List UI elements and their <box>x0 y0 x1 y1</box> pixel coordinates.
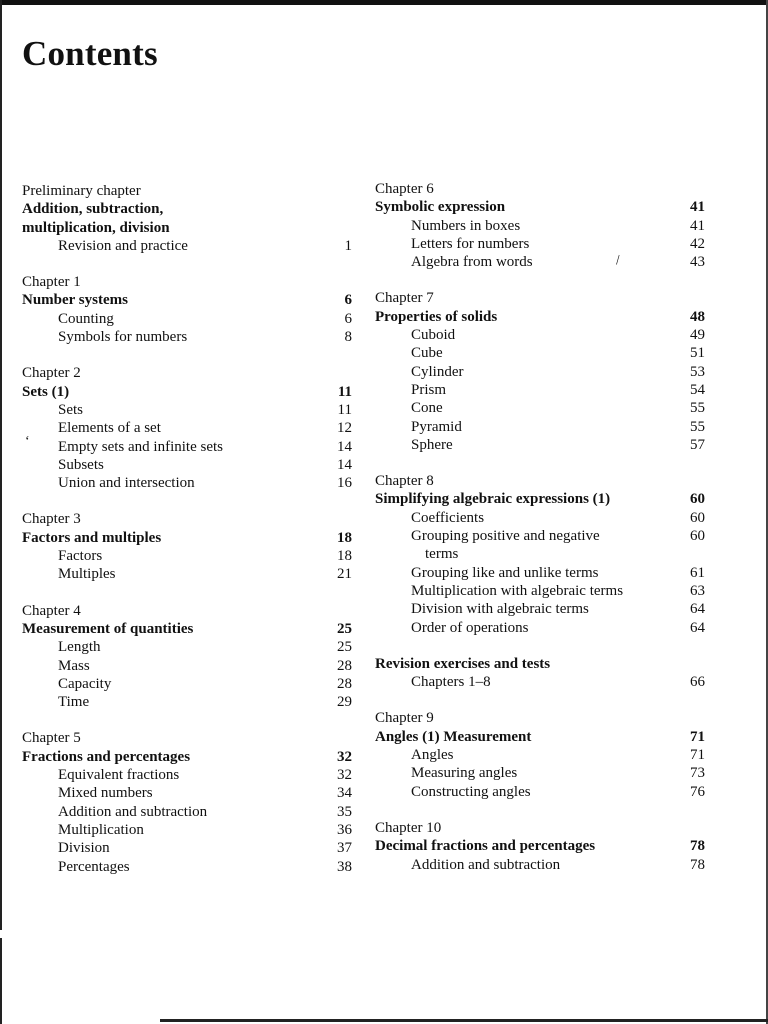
toc-section <box>375 655 705 692</box>
toc-chapter-label <box>22 510 352 528</box>
toc-entry <box>22 237 352 255</box>
toc-entry-text: Mass <box>58 657 90 674</box>
toc-entry <box>22 638 352 656</box>
toc-page-number: 25 <box>337 620 352 637</box>
toc-entry <box>375 545 705 563</box>
toc-entry-text: Addition and subtraction <box>58 803 208 820</box>
toc-page-number: 71 <box>690 747 705 764</box>
toc-entry-text: Measurement of quantities <box>22 620 194 637</box>
toc-entry-text: Multiples <box>58 566 116 583</box>
toc-entry <box>375 783 705 801</box>
toc-heading <box>375 198 705 216</box>
toc-page-number: 8 <box>344 329 352 346</box>
toc-page-number: 38 <box>337 858 352 875</box>
toc-page-number: 53 <box>690 363 705 380</box>
toc-page-number: 6 <box>344 292 352 309</box>
toc-entry <box>375 217 705 235</box>
toc-heading <box>22 219 352 237</box>
toc-entry <box>22 328 352 346</box>
toc-entry-text: Chapter 6 <box>375 181 434 197</box>
toc-entry-text: Number systems <box>22 292 128 309</box>
toc-heading <box>22 748 352 766</box>
toc-entry-text: Letters for numbers <box>411 235 530 252</box>
toc-section <box>22 182 352 255</box>
toc-page-number: 25 <box>337 639 352 656</box>
toc-entry <box>375 381 705 399</box>
toc-entry-text: Factors and multiples <box>22 529 162 546</box>
toc-entry-text: Symbols for numbers <box>58 329 188 346</box>
toc-entry <box>375 235 705 253</box>
toc-page-number: 35 <box>337 803 352 820</box>
toc-entry <box>375 582 705 600</box>
toc-entry-text: Chapters 1–8 <box>411 674 491 691</box>
toc-page-number: 11 <box>337 401 352 418</box>
toc-page-number: 11 <box>337 383 352 400</box>
toc-page-number: 57 <box>690 436 705 453</box>
toc-entry <box>22 438 352 456</box>
toc-entry <box>22 565 352 583</box>
toc-chapter-label <box>375 289 705 307</box>
toc-page-number: 61 <box>690 564 705 581</box>
contents-column-left <box>22 182 352 894</box>
toc-heading <box>375 308 705 326</box>
toc-entry <box>375 363 705 381</box>
toc-chapter-label <box>375 472 705 490</box>
toc-entry-text: Order of operations <box>411 619 529 636</box>
toc-entry-text: Fractions and percentages <box>22 748 191 765</box>
toc-heading <box>375 655 705 673</box>
toc-section <box>22 364 352 492</box>
toc-heading <box>22 620 352 638</box>
toc-section <box>375 709 705 800</box>
toc-page-number: 36 <box>337 821 352 838</box>
toc-page-number: 29 <box>337 694 352 711</box>
toc-entry-text: Measuring angles <box>411 765 518 782</box>
toc-heading <box>22 529 352 547</box>
toc-entry-text: Counting <box>58 310 114 327</box>
toc-entry-text: Sets (1) <box>22 383 70 400</box>
toc-heading <box>375 728 705 746</box>
toc-chapter-label <box>22 273 352 291</box>
toc-page-number: 54 <box>690 381 705 398</box>
toc-page-number: 64 <box>690 619 705 636</box>
toc-page-number: 21 <box>337 566 352 583</box>
toc-entry <box>22 657 352 675</box>
toc-page-number: 55 <box>690 400 705 417</box>
toc-entry-text: multiplication, division <box>22 219 170 236</box>
toc-page-number: 41 <box>690 199 705 216</box>
toc-entry-text: Chapter 8 <box>375 473 434 490</box>
toc-entry-text: Cuboid <box>411 327 456 344</box>
toc-entry-text: Cone <box>411 400 443 417</box>
toc-entry-text: Chapter 9 <box>375 710 434 727</box>
toc-page-number: 37 <box>337 840 352 857</box>
toc-entry-text: Decimal fractions and percentages <box>375 838 596 855</box>
toc-entry-text: Addition, subtraction, <box>22 201 164 218</box>
toc-page-number: 43 <box>690 254 705 271</box>
toc-page-number: 12 <box>337 420 352 437</box>
toc-heading <box>22 200 352 218</box>
toc-section <box>22 510 352 583</box>
toc-page-number: 78 <box>690 856 705 873</box>
toc-entry-text: Multiplication <box>58 821 144 838</box>
toc-entry-text: Chapter 5 <box>22 730 81 747</box>
scan-top-edge <box>0 0 768 5</box>
toc-entry <box>375 326 705 344</box>
toc-entry-text: Capacity <box>58 675 112 692</box>
toc-entry <box>375 253 705 271</box>
toc-entry-text: Chapter 7 <box>375 290 434 307</box>
toc-page-number: 60 <box>690 528 705 545</box>
toc-entry <box>22 401 352 419</box>
toc-entry <box>375 527 705 545</box>
toc-entry-text: Union and intersection <box>58 475 195 492</box>
toc-entry-text: Length <box>58 639 101 656</box>
toc-page-number: 63 <box>690 582 705 599</box>
toc-entry <box>375 564 705 582</box>
toc-page-number: 1 <box>344 237 352 254</box>
toc-entry <box>22 766 352 784</box>
scan-left-edge-lower <box>0 938 2 1024</box>
toc-entry-text: Factors <box>58 548 103 565</box>
page-title: Contents <box>22 34 158 73</box>
toc-entry <box>375 856 705 874</box>
toc-entry-text: Division <box>58 840 110 857</box>
toc-entry-text: Prism <box>411 381 447 398</box>
stray-tick-mark-icon: ‘ <box>25 434 30 449</box>
toc-entry <box>22 547 352 565</box>
toc-section <box>22 602 352 712</box>
toc-entry-text: Grouping like and unlike terms <box>411 564 599 581</box>
toc-entry <box>22 784 352 802</box>
toc-section <box>375 819 705 874</box>
toc-page-number: 73 <box>690 765 705 782</box>
toc-entry-text: Cube <box>411 345 443 362</box>
toc-entry-text: Simplifying algebraic expressions (1) <box>375 491 611 508</box>
toc-entry-text: Numbers in boxes <box>411 217 521 234</box>
toc-page-number: 60 <box>690 509 705 526</box>
toc-entry-text: Chapter 2 <box>22 365 81 382</box>
toc-entry-text: Multiplication with algebraic terms <box>411 582 624 599</box>
toc-page-number: 51 <box>690 345 705 362</box>
toc-entry-text: Revision exercises and tests <box>375 655 551 672</box>
toc-chapter-label <box>22 364 352 382</box>
toc-page-number: 66 <box>690 674 705 691</box>
toc-entry-text: Cylinder <box>411 363 464 380</box>
toc-entry-text: Revision and practice <box>58 237 188 254</box>
toc-page-number: 64 <box>690 601 705 618</box>
toc-entry-text: Chapter 4 <box>22 602 81 619</box>
toc-chapter-label <box>375 709 705 727</box>
toc-entry <box>375 600 705 618</box>
toc-entry-text: Angles (1) Measurement <box>375 728 532 745</box>
toc-page-number: 71 <box>690 728 705 745</box>
toc-entry <box>375 436 705 454</box>
toc-entry <box>375 399 705 417</box>
toc-heading <box>22 383 352 401</box>
toc-page-number: 32 <box>337 767 352 784</box>
toc-entry-text: Subsets <box>58 456 104 473</box>
toc-page-number: 18 <box>337 548 352 565</box>
toc-page-number: 49 <box>690 327 705 344</box>
toc-entry-text: Preliminary chapter <box>22 183 141 199</box>
toc-section <box>22 729 352 875</box>
toc-entry <box>375 746 705 764</box>
toc-entry <box>375 764 705 782</box>
toc-entry <box>22 858 352 876</box>
toc-entry-text: Angles <box>411 747 454 764</box>
toc-entry-text: Chapter 10 <box>375 819 442 836</box>
toc-page-number: 42 <box>690 235 705 252</box>
toc-entry <box>22 310 352 328</box>
scan-bottom-edge <box>160 1019 768 1022</box>
toc-chapter-label <box>22 182 352 200</box>
toc-entry-text: Mixed numbers <box>58 785 153 802</box>
toc-entry-text: Sphere <box>411 436 453 453</box>
toc-heading <box>375 837 705 855</box>
stray-pen-mark-icon: \ <box>611 253 624 268</box>
toc-chapter-label <box>22 729 352 747</box>
toc-page-number: 14 <box>337 456 352 473</box>
toc-entry <box>375 673 705 691</box>
toc-entry-text: Addition and subtraction <box>411 856 561 873</box>
toc-chapter-label <box>22 602 352 620</box>
toc-entry <box>22 803 352 821</box>
toc-entry-text: Grouping positive and negative <box>411 528 600 545</box>
toc-chapter-label <box>375 180 705 198</box>
toc-page-number: 48 <box>690 308 705 325</box>
toc-entry <box>375 619 705 637</box>
toc-entry-text: Time <box>58 694 90 711</box>
toc-entry-text: Sets <box>58 401 84 418</box>
toc-entry-text: Coefficients <box>411 509 485 526</box>
toc-entry <box>22 474 352 492</box>
toc-entry <box>22 839 352 857</box>
scan-left-edge <box>0 0 2 930</box>
toc-entry-text: Chapter 1 <box>22 274 81 291</box>
toc-entry-text: Constructing angles <box>411 783 531 800</box>
toc-chapter-label <box>375 819 705 837</box>
toc-entry-text: Properties of solids <box>375 308 498 325</box>
toc-entry-text: terms <box>425 546 459 563</box>
toc-entry <box>375 418 705 436</box>
toc-page-number: 6 <box>344 310 352 327</box>
toc-section <box>375 289 705 454</box>
toc-page-number: 16 <box>337 475 352 492</box>
toc-entry-text: Algebra from words <box>411 254 533 271</box>
toc-page-number: 14 <box>337 438 352 455</box>
toc-section <box>375 180 705 271</box>
toc-entry-text: Symbolic expression <box>375 199 506 216</box>
toc-entry <box>22 821 352 839</box>
toc-entry-text: Elements of a set <box>58 420 161 437</box>
toc-entry <box>375 509 705 527</box>
toc-page-number: 18 <box>337 529 352 546</box>
toc-heading <box>22 291 352 309</box>
toc-entry <box>22 693 352 711</box>
toc-page-number: 28 <box>337 675 352 692</box>
toc-page-number: 76 <box>690 783 705 800</box>
toc-entry-text: Chapter 3 <box>22 511 81 528</box>
toc-heading <box>375 490 705 508</box>
toc-entry-text: Percentages <box>58 858 130 875</box>
toc-section <box>22 273 352 346</box>
toc-entry-text: Equivalent fractions <box>58 767 180 784</box>
toc-page-number: 60 <box>690 491 705 508</box>
toc-entry <box>22 456 352 474</box>
toc-page-number: 41 <box>690 217 705 234</box>
toc-entry <box>375 344 705 362</box>
toc-entry <box>22 675 352 693</box>
toc-page-number: 32 <box>337 748 352 765</box>
toc-entry-text: Empty sets and infinite sets <box>58 438 223 455</box>
toc-entry <box>22 419 352 437</box>
toc-page-number: 34 <box>337 785 352 802</box>
toc-page-number: 55 <box>690 418 705 435</box>
toc-page-number: 28 <box>337 657 352 674</box>
contents-column-right <box>375 180 705 892</box>
toc-section <box>375 472 705 637</box>
toc-entry-text: Division with algebraic terms <box>411 601 589 618</box>
toc-page-number: 78 <box>690 838 705 855</box>
toc-entry-text: Pyramid <box>411 418 462 435</box>
